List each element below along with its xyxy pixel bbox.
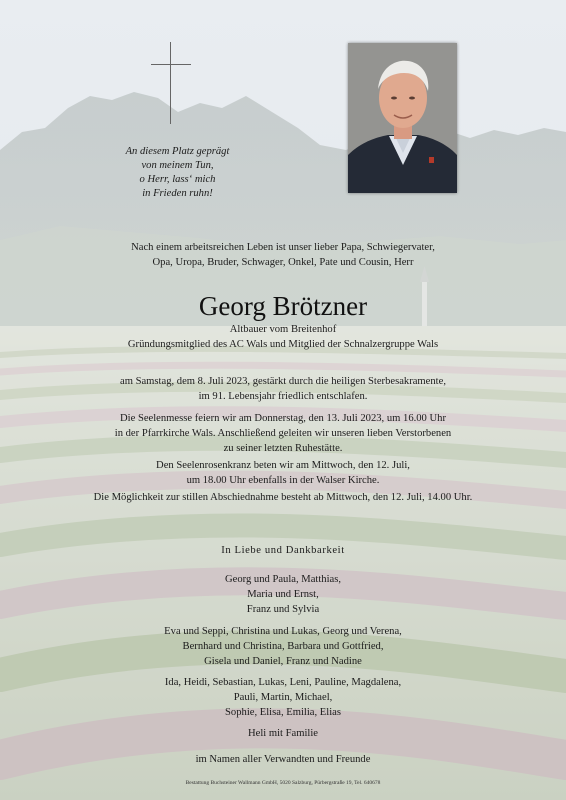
mourner-line: Gisela und Daniel, Franz und Nadine	[204, 656, 362, 667]
mourner-line: im Namen aller Verwandten und Freunde	[195, 754, 371, 765]
mourner-line: Heli mit Familie	[247, 728, 319, 739]
mourner-line: Georg und Paula, Matthias,	[224, 574, 342, 585]
mourners-heading: In Liebe und Dankbarkeit	[221, 545, 345, 556]
intro-line: Opa, Uropa, Bruder, Schwager, Onkel, Pate und Cousin, Herr	[152, 257, 414, 268]
motto	[90, 145, 265, 201]
rosary-text	[30, 458, 536, 488]
mourners-family	[30, 726, 536, 741]
motto-line: von meinem Tun,	[141, 160, 214, 171]
cross-icon	[151, 42, 191, 124]
rosary-line: um 18.00 Uhr ebenfalls in der Walser Kirche.	[186, 475, 380, 486]
mourner-line: Bernhard und Christina, Barbara und Gottfried,	[182, 641, 384, 652]
intro-line: Nach einem arbeitsreichen Leben ist unser lieber Papa, Schwiegervater,	[131, 242, 435, 253]
deceased-membership: Gründungsmitglied des AC Wals und Mitglied der Schnalzergruppe Wals	[127, 339, 439, 350]
undertaker-footer: Bestattung Buchsteiner Wallmann GmbH, 5020 Salzburg, Pürbergstraße 19, Tel. 640678	[185, 780, 381, 786]
deceased-title: Altbauer vom Breitenhof	[229, 324, 337, 335]
mass-line: in der Pfarrkirche Wals. Anschließend geleiten wir unseren lieben Verstorbenen	[114, 428, 452, 439]
deceased-subtitle	[0, 322, 566, 352]
mourner-line: Eva und Seppi, Christina und Lukas, Georg und Verena,	[164, 626, 402, 637]
mourner-line: Maria und Ernst,	[247, 589, 319, 600]
mourners-relatives	[30, 752, 536, 767]
portrait-photo	[348, 43, 457, 193]
mourner-line: Pauli, Martin, Michael,	[233, 692, 333, 703]
mass-line: zu seiner letzten Ruhestätte.	[223, 443, 343, 454]
intro-text	[40, 240, 526, 270]
mourner-line: Sophie, Elisa, Emilia, Elias	[225, 707, 341, 718]
motto-line: o Herr, lass‘ mich	[139, 174, 216, 185]
passing-line: im 91. Lebensjahr friedlich entschlafen.	[198, 391, 368, 402]
passing-text	[30, 374, 536, 404]
farewell-line: Die Möglichkeit zur stillen Abschiednahme besteht ab Mittwoch, den 12. Juli, 14.00 Uhr.	[93, 492, 473, 503]
passing-line: am Samstag, dem 8. Juli 2023, gestärkt durch die heiligen Sterbesakramente,	[120, 376, 446, 387]
motto-line: in Frieden ruhn!	[142, 188, 213, 199]
rosary-line: Den Seelenrosenkranz beten wir am Mittwoch, den 12. Juli,	[156, 460, 410, 471]
mourners-group-greatgrandchildren	[30, 675, 536, 720]
mourner-line: Franz und Sylvia	[246, 604, 320, 615]
mass-line: Die Seelenmesse feiern wir am Donnerstag, den 13. Juli 2023, um 16.00 Uhr	[120, 413, 446, 424]
motto-line: An diesem Platz geprägt	[125, 146, 230, 157]
mourners-group-children	[30, 572, 536, 617]
mourner-line: Ida, Heidi, Sebastian, Lukas, Leni, Pauline, Magdalena,	[164, 677, 402, 688]
farewell-text	[30, 490, 536, 505]
mourners-group-grandchildren	[30, 624, 536, 669]
deceased-name: Georg Brötzner	[198, 291, 368, 321]
mass-text	[30, 411, 536, 456]
